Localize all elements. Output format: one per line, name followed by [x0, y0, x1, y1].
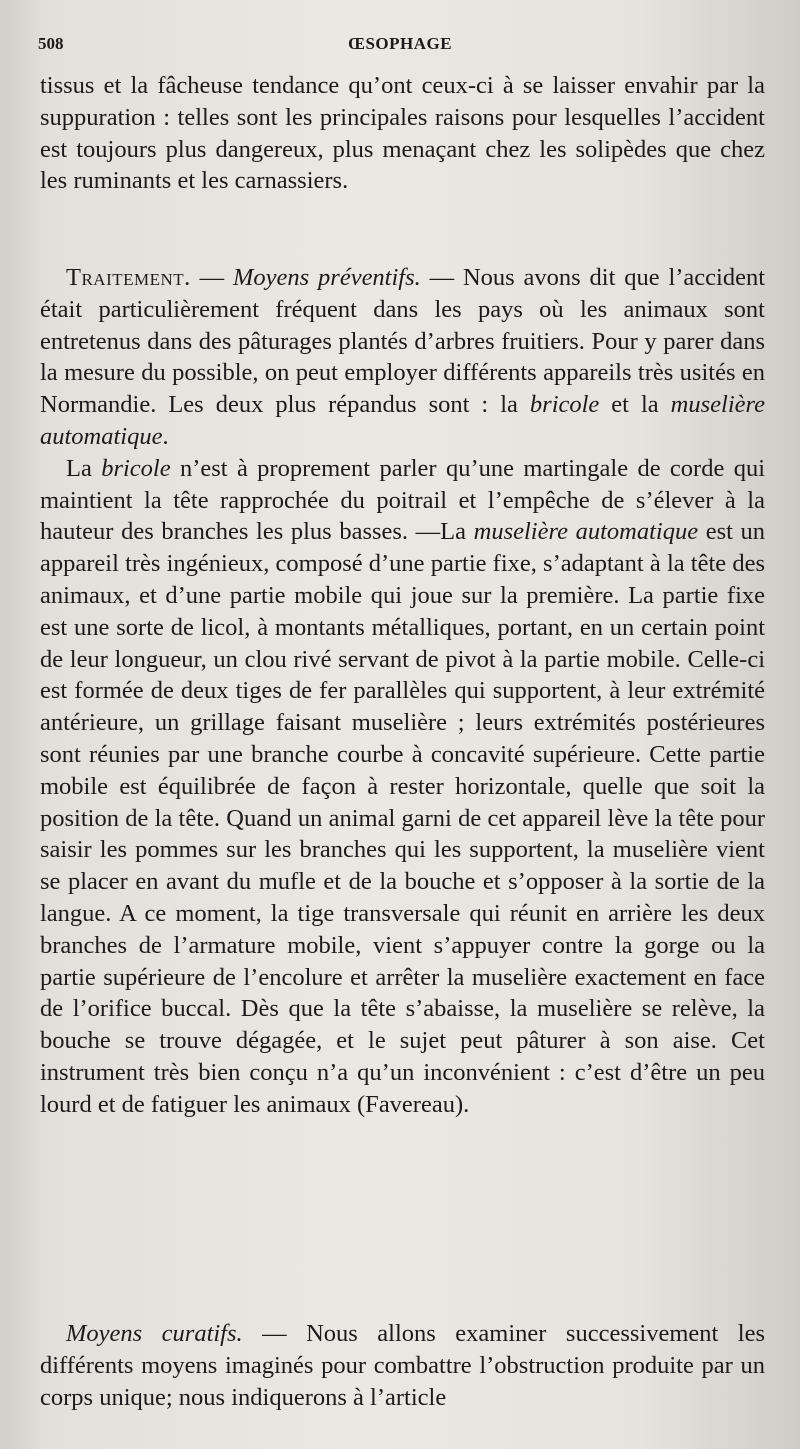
traitement-paragraph: Traitement. — Moyens préventifs. — Nous avons dit que l’accident était particulièrement fréquent dans les pays où les animaux sont entretenus dans des pâturages plantés d’arbres fruitiers. Pour y parer dans la mesure du possible, on peut employer différents appareils très usités en Normandie. Les deux plus répandus sont : la bricole et la muselière automatique. — [40, 264, 766, 450]
traitement-section — [40, 262, 765, 1121]
page-number: 508 — [38, 34, 64, 53]
subheading-moyens-curatifs: Moyens curatifs. — [66, 1320, 243, 1347]
curatifs-section — [40, 1318, 765, 1413]
subheading-moyens-preventifs: Moyens préventifs. — [233, 264, 421, 291]
page-header — [38, 34, 762, 58]
intro-paragraph — [40, 70, 765, 197]
term-museliere-automatique: muselière automatique — [40, 391, 765, 450]
intro-text: tissus et la fâcheuse tendance qu’ont ceux-ci à se laisser envahir par la suppuration : telles sont les principales raisons pour lesquelles l’accident est toujours plus dangereux, plus menaçant chez les solipèdes que chez les ruminants et les carnassiers. — [40, 72, 765, 195]
term-museliere-automatique: muselière automatique — [473, 518, 699, 546]
term-bricole: bricole — [529, 391, 600, 419]
section-heading-traitement: Traitement. — [66, 264, 191, 291]
bricole-paragraph: La bricole n’est à proprement parler qu’une martingale de corde qui maintient la tête rapprochée du poitrail et l’empêche de s’élever à la hauteur des branches les plus basses. —La muselière automatique est un appareil très ingénieux, composé d’une partie fixe, s’adaptant à la tête des animaux, et d’une partie mobile qui joue sur la première. La partie fixe est une sorte de licol, à montants métalliques, portant, en un certain point de leur longueur, un clou rivé servant de pivot à la partie mobile. Celle-ci est formée de deux tiges de fer parallèles qui supportent, à leur extrémité antérieure, un grillage faisant muselière ; leurs extrémités postérieures sont réunies par une branche courbe à concavité supérieure. Cette partie mobile est équilibrée de façon à rester horizontale, quelle que soit la position de la tête. Quand un animal garni de cet appareil lève la tête pour saisir les pommes sur les branches qui les supportent, la muselière vient se placer en avant du mufle et de la bouche et s’opposer à la sortie de la langue. A ce moment, la tige transversale qui réunit en arrière les deux branches de l’armature mobile, vient s’appuyer contre la gorge ou la partie supérieure de l’encolure et arrêter la muselière exactement en face de l’orifice buccal. Dès que la tête s’abaisse, la muselière se relève, la bouche se trouve dégagée, et le sujet peut pâturer à son aise. Cet instrument très bien conçu n’a qu’un inconvénient : c’est d’être un peu lourd et de fatiguer les animaux (Favereau). — [40, 454, 766, 1118]
term-bricole: bricole — [101, 454, 171, 482]
running-title: ŒSOPHAGE — [347, 34, 453, 53]
curatifs-paragraph: Moyens curatifs. — Nous allons examiner successivement les différents moyens imaginés pour combattre l’obstruction produite par un corps unique; nous indiquerons à l’article — [40, 1320, 765, 1411]
